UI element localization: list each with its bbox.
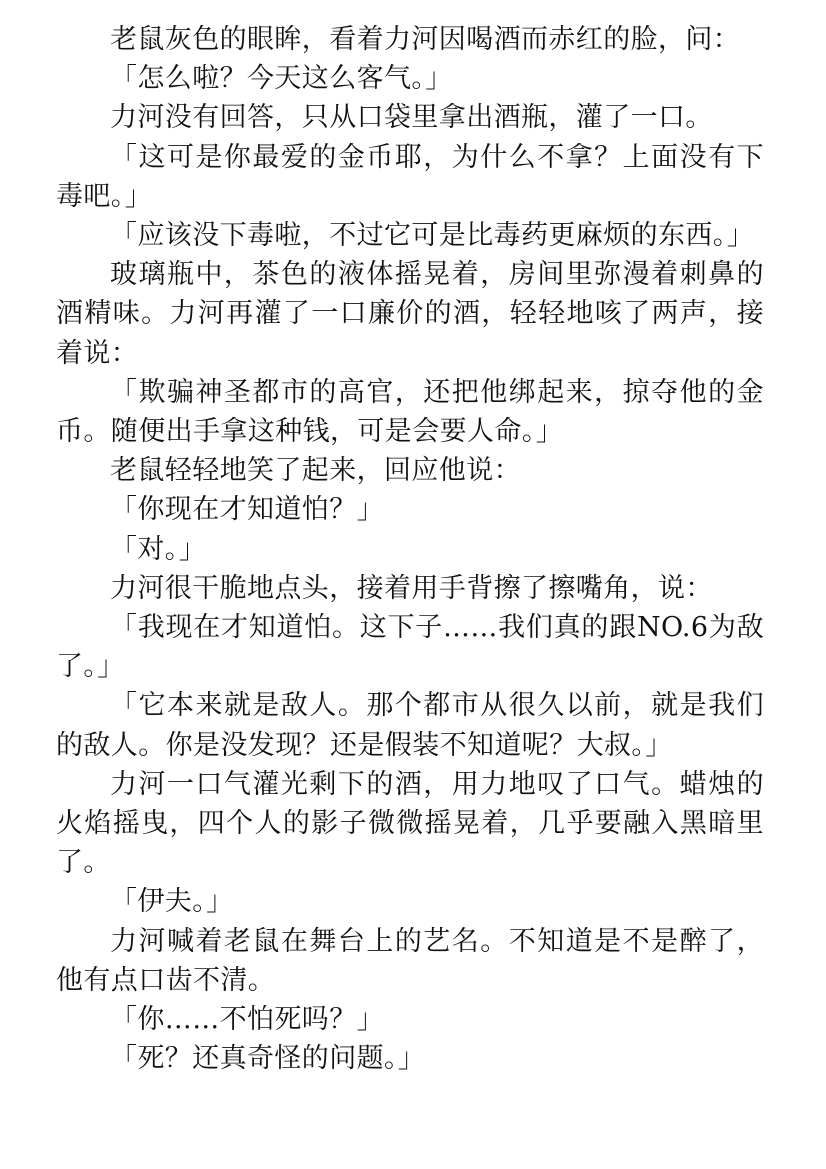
paragraph-10: 「对。」 bbox=[110, 533, 207, 565]
paragraph-9: 「你现在才知道怕？」 bbox=[110, 494, 384, 526]
paragraph-8: 老鼠轻轻地笑了起来，回应他说： bbox=[110, 455, 521, 487]
paragraph-5: 「应该没下毒啦，不过它可是比毒药更麻烦的东西。」 bbox=[110, 220, 755, 252]
paragraph-18: 「死？还真奇怪的问题。」 bbox=[110, 1043, 426, 1075]
paragraph-1: 老鼠灰色的眼眸，看着力河因喝酒而赤红的脸，问： bbox=[110, 24, 741, 55]
paragraph-4: 「这可是你最爱的金币耶，为什么不拿？上面没有下毒吧。」 bbox=[56, 141, 764, 212]
paragraph-16: 力河喊着老鼠在舞台上的艺名。不知道是不是醉了，他有点口齿不清。 bbox=[56, 925, 764, 996]
paragraph-2: 「怎么啦？今天这么客气。」 bbox=[110, 63, 453, 95]
paragraph-17: 「你……不怕死吗？」 bbox=[110, 1004, 384, 1036]
paragraph-6: 玻璃瓶中，茶色的液体摇晃着，房间里弥漫着刺鼻的酒精味。力河再灌了一口廉价的酒，轻轻地咳了两声，接着说： bbox=[56, 259, 764, 369]
paragraph-3: 力河没有回答，只从口袋里拿出酒瓶，灌了一口。 bbox=[110, 102, 713, 134]
paragraph-14: 力河一口气灌光剩下的酒，用力地叹了口气。蜡烛的火焰摇曳，四个人的影子微微摇晃着，几乎要融入黑暗里了。 bbox=[56, 768, 764, 879]
paragraph-11: 力河很干脆地点头，接着用手背擦了擦嘴角，说： bbox=[110, 572, 713, 604]
paragraph-13: 「它本来就是敌人。那个都市从很久以前，就是我们的敌人。你是没发现？还是假装不知道呢？大叔。」 bbox=[56, 690, 764, 761]
paragraph-15: 「伊夫。」 bbox=[110, 886, 234, 918]
paragraph-12: 「我现在才知道怕。这下子……我们真的跟NO.6为敌了。」 bbox=[56, 612, 764, 683]
paragraph-7: 「欺骗神圣都市的高官，还把他绑起来，掠夺他的金币。随便出手拿这种钱，可是会要人命。」 bbox=[56, 376, 764, 448]
